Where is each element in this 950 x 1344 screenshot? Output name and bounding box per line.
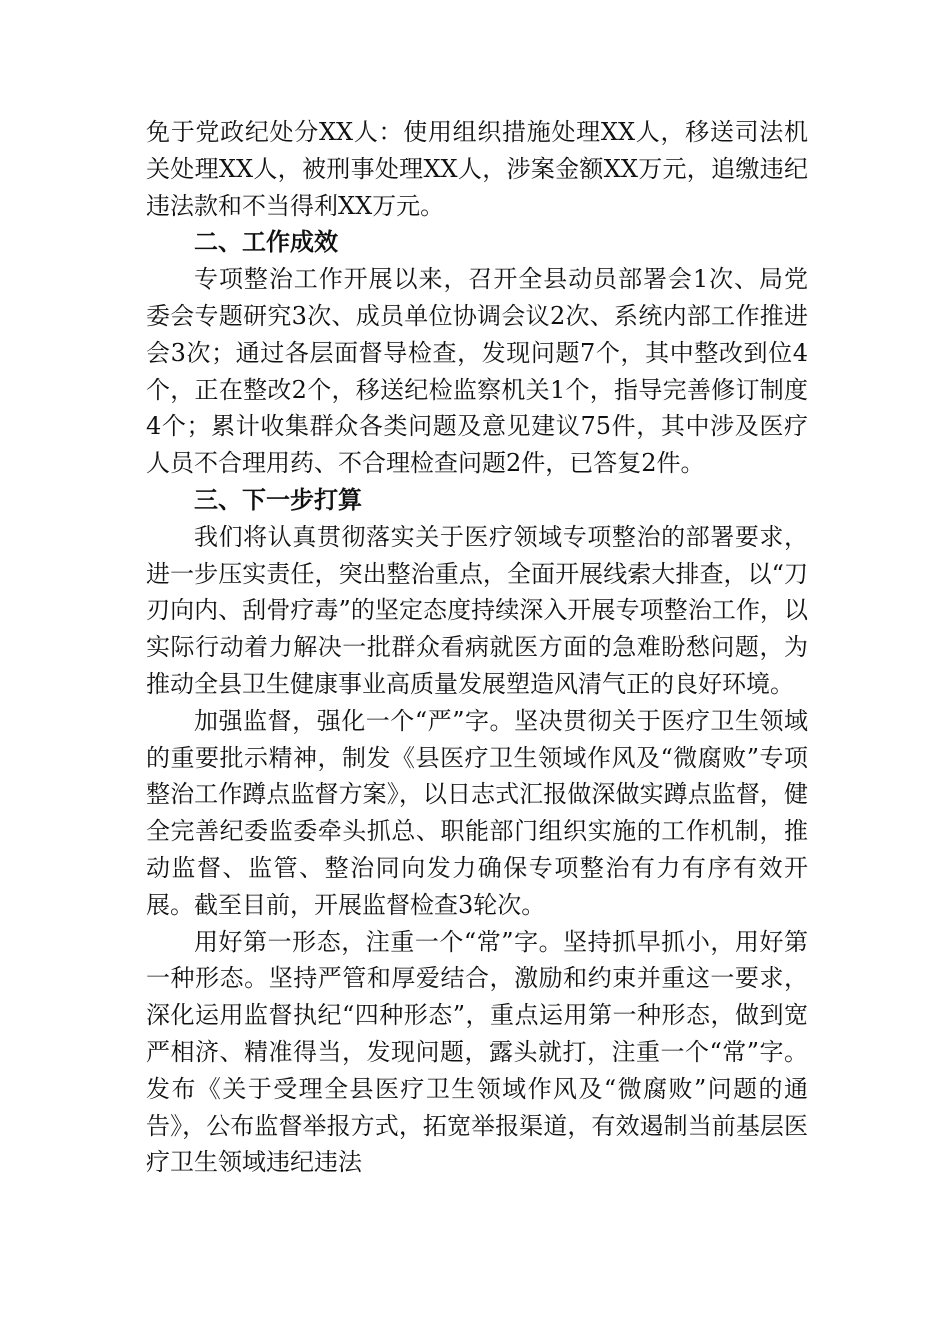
paragraph-first-form: 用好第一形态，注重一个“常”字。坚持抓早抓小，用好第一种形态。坚持严管和厚爱结合，激励和约束并重这一要求，深化运用监督执纪“四种形态”，重点运用第一种形态，做到宽严相济、精准得当，发现问题，露头就打，注重一个“常”字。发布《关于受理全县医疗卫生领域作风及“微腐败”问题的通告》，公布监督举报方式，拓宽举报渠道，有效遏制当前基层医疗卫生领域违纪违法 xyxy=(146,927,808,1177)
paragraph-strengthen-supervision: 加强监督，强化一个“严”字。坚决贯彻关于医疗卫生领域的重要批示精神，制发《县医疗卫生领域作风及“微腐败”专项整治工作蹲点监督方案》，以日志式汇报做深做实蹲点监督，健全完善纪委监委牵头抓总、职能部门组织实施的工作机制，推动监督、监管、整治同向发力确保专项整治有力有序有效开展。截至目前，开展监督检查3轮次。 xyxy=(146,706,808,919)
paragraph-next-steps-intro: 我们将认真贯彻落实关于医疗领域专项整治的部署要求，进一步压实责任，突出整治重点，全面开展线索大排查，以“刀刃向内、刮骨疗毒”的坚定态度持续深入开展专项整治工作，以实际行动着力解决一批群众看病就医方面的急难盼愁问题，为推动全县卫生健康事业高质量发展塑造风清气正的良好环境。 xyxy=(146,522,808,698)
document-body xyxy=(146,114,808,1181)
paragraph-achievements: 专项整治工作开展以来，召开全县动员部署会1次、局党委会专题研究3次、成员单位协调会议2次、系统内部工作推进会3次；通过各层面督导检查，发现问题7个，其中整改到位4个，正在整改2个，移送纪检监察机关1个，指导完善修订制度4个；累计收集群众各类问题及意见建议75件，其中涉及医疗人员不合理用药、不合理检查问题2件，已答复2件。 xyxy=(146,265,808,478)
section-heading-achievements: 二、工作成效 xyxy=(194,228,338,257)
paragraph-continued: 免于党政纪处分XX人：使用组织措施处理XX人，移送司法机关处理XX人，被刑事处理XX人，涉案金额XX万元，追缴违纪违法款和不当得利XX万元。 xyxy=(146,118,808,220)
section-heading-next-steps: 三、下一步打算 xyxy=(194,485,362,514)
